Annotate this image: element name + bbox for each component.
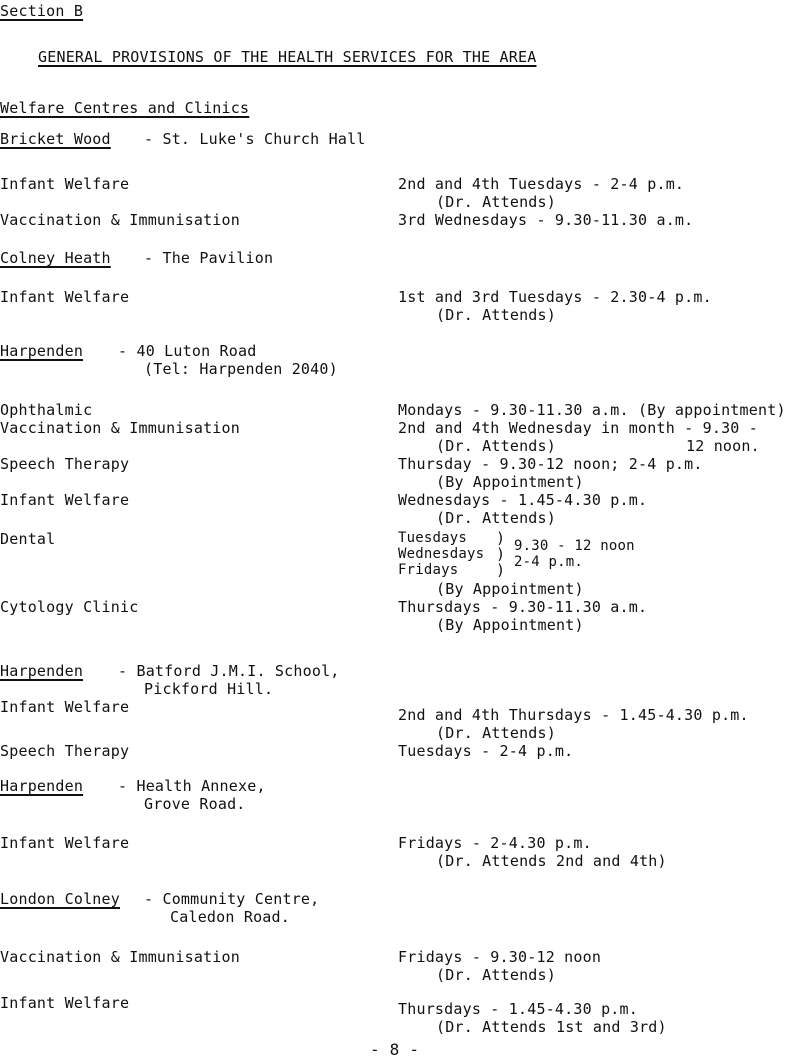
harpenden3-location-1: - Health Annexe,	[118, 777, 266, 795]
colney-time-1a: 1st and 3rd Tuesdays - 2.30-4 p.m.	[398, 288, 712, 306]
section-label: Section B	[0, 2, 84, 20]
harpenden1-location-2: (Tel: Harpenden 2040)	[144, 360, 338, 378]
harpenden1-service-vaccination: Vaccination & Immunisation	[0, 419, 240, 437]
londoncolney-time-infant-b: (Dr. Attends 1st and 3rd)	[436, 1018, 667, 1036]
harpenden1-time-infant-a: Wednesdays - 1.45-4.30 p.m.	[398, 491, 648, 509]
harpenden3-location-2: Grove Road.	[144, 795, 246, 813]
harpenden3-time-infant-a: Fridays - 2-4.30 p.m.	[398, 834, 592, 852]
dental-time-1: 9.30 - 12 noon	[514, 538, 635, 554]
londoncolney-time-vaccination-b: (Dr. Attends)	[436, 966, 556, 984]
harpenden2-time-speech: Tuesdays - 2-4 p.m.	[398, 742, 574, 760]
bricket-place: Bricket Wood	[0, 130, 111, 148]
londoncolney-location-1: - Community Centre,	[144, 890, 320, 908]
harpenden1-time-cytology-a: Thursdays - 9.30-11.30 a.m.	[398, 598, 648, 616]
londoncolney-service-infant: Infant Welfare	[0, 994, 130, 1012]
dental-day-2: Wednesdays	[398, 546, 485, 562]
harpenden1-location-1: - 40 Luton Road	[118, 342, 257, 360]
colney-location: - The Pavilion	[144, 249, 274, 267]
harpenden1-time-vaccination-a: 2nd and 4th Wednesday in month - 9.30 -	[398, 419, 758, 437]
bricket-time-1a: 2nd and 4th Tuesdays - 2-4 p.m.	[398, 175, 685, 193]
bricket-time-1b: (Dr. Attends)	[436, 193, 556, 211]
harpenden1-service-dental: Dental	[0, 530, 56, 548]
dental-day-1: Tuesdays	[398, 530, 468, 546]
harpenden2-location-2: Pickford Hill.	[144, 680, 274, 698]
harpenden1-time-vaccination-c: 12 noon.	[686, 437, 760, 455]
harpenden3-service-infant: Infant Welfare	[0, 834, 130, 852]
harpenden1-time-speech-b: (By Appointment)	[436, 473, 584, 491]
main-title: GENERAL PROVISIONS OF THE HEALTH SERVICES FOR THE AREA	[38, 48, 537, 66]
harpenden3-place: Harpenden	[0, 777, 84, 795]
dental-brace-1: )	[496, 529, 506, 547]
londoncolney-service-vaccination: Vaccination & Immunisation	[0, 948, 240, 966]
harpenden2-service-speech: Speech Therapy	[0, 742, 130, 760]
londoncolney-place: London Colney	[0, 890, 120, 908]
dental-day-3: Fridays	[398, 562, 459, 578]
colney-time-1b: (Dr. Attends)	[436, 306, 556, 324]
harpenden1-time-vaccination-b: (Dr. Attends)	[436, 437, 556, 455]
harpenden1-time-speech-a: Thursday - 9.30-12 noon; 2-4 p.m.	[398, 455, 703, 473]
harpenden2-time-infant-b: (Dr. Attends)	[436, 724, 556, 742]
subheading: Welfare Centres and Clinics	[0, 99, 250, 117]
bricket-time-2: 3rd Wednesdays - 9.30-11.30 a.m.	[398, 211, 694, 229]
harpenden2-time-infant-a: 2nd and 4th Thursdays - 1.45-4.30 p.m.	[398, 706, 749, 724]
colney-place: Colney Heath	[0, 249, 111, 267]
londoncolney-time-vaccination-a: Fridays - 9.30-12 noon	[398, 948, 602, 966]
bricket-service-1: Infant Welfare	[0, 175, 130, 193]
harpenden1-time-infant-b: (Dr. Attends)	[436, 509, 556, 527]
harpenden1-time-ophthalmic: Mondays - 9.30-11.30 a.m. (By appointment)	[398, 401, 786, 419]
dental-time-2: 2-4 p.m.	[514, 554, 584, 570]
colney-service-1: Infant Welfare	[0, 288, 130, 306]
dental-brace-3: )	[496, 561, 506, 579]
harpenden1-place: Harpenden	[0, 342, 84, 360]
harpenden1-time-cytology-b: (By Appointment)	[436, 616, 584, 634]
harpenden1-service-cytology: Cytology Clinic	[0, 598, 139, 616]
harpenden2-place: Harpenden	[0, 662, 84, 680]
harpenden3-time-infant-b: (Dr. Attends 2nd and 4th)	[436, 852, 667, 870]
harpenden1-service-ophthalmic: Ophthalmic	[0, 401, 93, 419]
bricket-service-2: Vaccination & Immunisation	[0, 211, 240, 229]
bricket-location: - St. Luke's Church Hall	[144, 130, 366, 148]
page-number: - 8 -	[370, 1040, 420, 1059]
londoncolney-time-infant-a: Thursdays - 1.45-4.30 p.m.	[398, 1000, 638, 1018]
dental-note: (By Appointment)	[436, 580, 584, 598]
londoncolney-location-2: Caledon Road.	[170, 908, 290, 926]
dental-brace-2: )	[496, 545, 506, 563]
harpenden1-service-speech: Speech Therapy	[0, 455, 130, 473]
harpenden2-service-infant: Infant Welfare	[0, 698, 130, 716]
harpenden1-service-infant: Infant Welfare	[0, 491, 130, 509]
harpenden2-location-1: - Batford J.M.I. School,	[118, 662, 340, 680]
